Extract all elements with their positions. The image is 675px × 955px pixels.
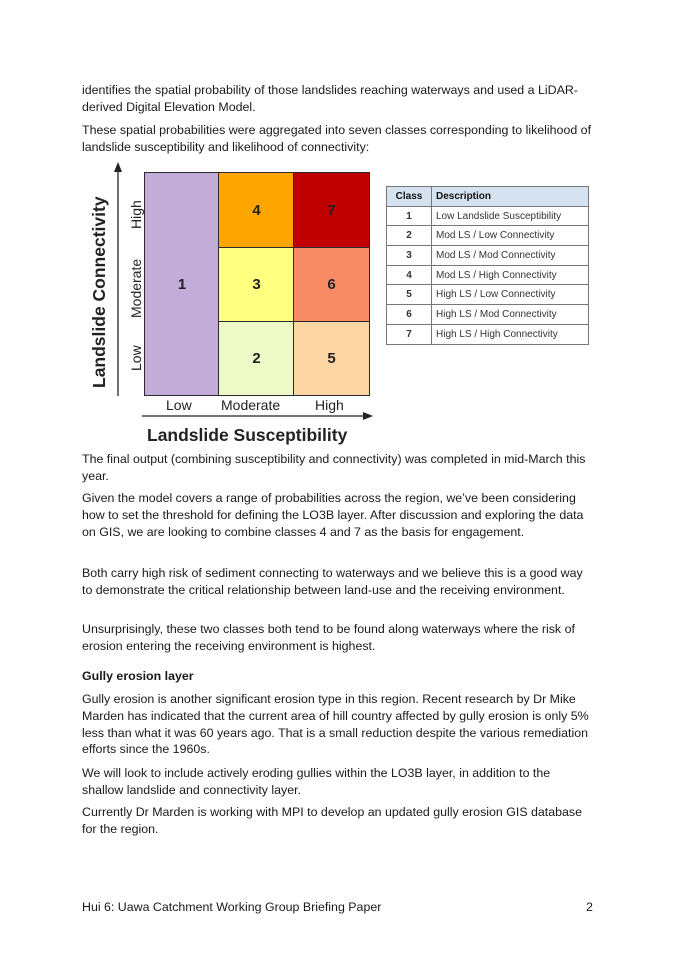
matrix-cell-3	[218, 246, 295, 322]
legend-description: Mod LS / Mod Connectivity	[432, 246, 589, 266]
paragraph-threshold: Given the model covers a range of probabilities across the region, we’ve been considering how to set the threshold for defining the LO3B layer. After discussion and exploring the data on GIS, we are looking to combine classes 4 and 7 as the basis for engagement.	[82, 491, 584, 539]
paragraph-classes: These spatial probabilities were aggregated into seven classes corresponding to likelihood of landslide susceptibility and likelihood of connectivity:	[82, 123, 592, 154]
legend-row	[387, 265, 589, 285]
legend-row	[387, 324, 589, 344]
legend-row	[387, 305, 589, 325]
page-number: 2	[586, 900, 593, 914]
legend-description: High LS / High Connectivity	[432, 324, 589, 344]
class-legend-table	[386, 186, 589, 345]
cell-label: 3	[252, 275, 261, 293]
section-heading-gully-erosion: Gully erosion layer	[82, 669, 194, 683]
paragraph-high-risk: Both carry high risk of sediment connecting to waterways and we believe this is a good way to demonstrate the critical relationship between land-use and the receiving environment.	[82, 566, 583, 597]
cell-label: 4	[252, 201, 261, 219]
cell-label: 7	[327, 201, 336, 219]
paragraph-waterways: Unsurprisingly, these two classes both tend to be found along waterways where the risk of erosion entering the receiving environment is highest.	[82, 622, 575, 653]
matrix-cell-5	[293, 320, 370, 396]
y-level-high: High	[128, 200, 144, 229]
x-axis-arrow	[140, 408, 375, 424]
y-level-moderate: Moderate	[128, 258, 144, 318]
matrix-cell-6	[293, 246, 370, 322]
legend-class: 5	[387, 285, 432, 305]
legend-header-row	[387, 187, 589, 207]
legend-row	[387, 246, 589, 266]
cell-label: 5	[327, 349, 336, 367]
legend-row	[387, 285, 589, 305]
y-axis-arrow	[108, 160, 128, 400]
legend-class: 4	[387, 265, 432, 285]
legend-description: Low Landslide Susceptibility	[432, 206, 589, 226]
legend-class: 2	[387, 226, 432, 246]
footer-title: Hui 6: Uawa Catchment Working Group Briefing Paper	[82, 900, 382, 914]
paragraph-lo3b-gullies: We will look to include actively eroding gullies within the LO3B layer, in addition to the shallow landslide and connectivity layer.	[82, 766, 551, 797]
legend-description: Mod LS / Low Connectivity	[432, 226, 589, 246]
paragraph-mpi-database: Currently Dr Marden is working with MPI to develop an updated gully erosion GIS database for the region.	[82, 805, 583, 836]
legend-header-class: Class	[387, 187, 432, 207]
y-axis-title: Landslide Connectivity	[89, 196, 109, 388]
legend-description: High LS / Low Connectivity	[432, 285, 589, 305]
x-level-moderate: Moderate	[221, 397, 281, 413]
y-level-low: Low	[128, 345, 144, 371]
legend-class: 6	[387, 305, 432, 325]
cell-label: 1	[177, 275, 187, 293]
matrix-cell-7	[293, 172, 370, 248]
legend-class: 1	[387, 206, 432, 226]
matrix-cell-4	[218, 172, 295, 248]
legend-description: Mod LS / High Connectivity	[432, 265, 589, 285]
legend-row	[387, 226, 589, 246]
matrix-cell-2	[218, 320, 295, 396]
x-level-low: Low	[166, 397, 192, 413]
legend-class: 3	[387, 246, 432, 266]
x-axis-title: Landslide Susceptibility	[147, 425, 348, 445]
paragraph-gully-research: Gully erosion is another significant erosion type in this region. Recent research by Dr Mike Marden has indicated that the current area of hill country affected by gully erosion is only 5% less than what it was 60 years ago. That is a small reduction despite the various remediation efforts since the 1960s.	[82, 692, 589, 757]
legend-row	[387, 206, 589, 226]
legend-description: High LS / Mod Connectivity	[432, 305, 589, 325]
paragraph-intro: identifies the spatial probability of those landslides reaching waterways and used a LiDAR-derived Digital Elevation Model.	[82, 83, 578, 114]
matrix-cell-1	[144, 172, 220, 396]
legend-header-description: Description	[432, 187, 589, 207]
legend-class: 7	[387, 324, 432, 344]
cell-label: 6	[327, 275, 336, 293]
paragraph-final-output: The final output (combining susceptibility and connectivity) was completed in mid-March this year.	[82, 452, 586, 483]
cell-label: 2	[252, 349, 261, 367]
x-level-high: High	[315, 397, 344, 413]
